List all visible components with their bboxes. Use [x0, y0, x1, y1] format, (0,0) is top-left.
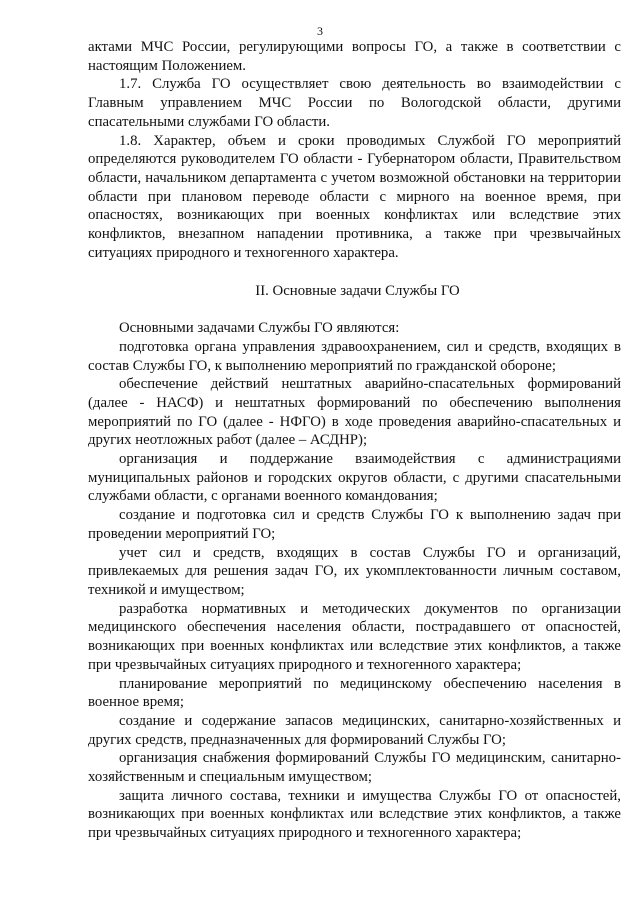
task-item: создание и содержание запасов медицинских, санитарно-хозяйственных и других средств, предназначенных для формирований Службы ГО; [88, 712, 621, 748]
page-number: 3 [317, 24, 323, 38]
paragraph-continuation: актами МЧС России, регулирующими вопросы ГО, а также в соответствии с настоящим Положением. [88, 39, 621, 74]
task-item: обеспечение действий нештатных аварийно-спасательных формирований (далее - НАСФ) и нештатных формирований по обеспечению выполнения мероприятий по ГО (далее - НФГО) в ходе проведения аварийно-спасательных и других неотложных работ (далее – АСДНР); [88, 376, 621, 449]
task-item: подготовка органа управления здравоохранением, сил и средств, входящих в состав Службы ГО, к выполнению мероприятий по гражданской обороне; [88, 338, 621, 374]
section-heading: II. Основные задачи Службы ГО [255, 283, 460, 300]
paragraph-1-8: 1.8. Характер, объем и сроки проводимых Службой ГО мероприятий определяются руководителем ГО области - Губернатором области, Правительством области, начальником департамента с учетом возможной обстановки на территории области при плановом переводе области с мирного на военное время, при опасностях, возникающих при военных конфликтах или вследствие этих конфликтов, внезапном нападении противника, а также при чрезвычайных ситуациях природного и техногенного характера. [88, 132, 621, 261]
task-item: организация и поддержание взаимодействия с администрациями муниципальных районов и городских округов области, с другими спасательными службами области, с органами военного командования; [88, 451, 621, 505]
task-item: учет сил и средств, входящих в состав Службы ГО и организаций, привлекаемых для решения задач ГО, их укомплектованности личным составом, техникой и имуществом; [88, 544, 621, 598]
document-body [88, 38, 621, 843]
tasks-intro: Основными задачами Службы ГО являются: [119, 320, 400, 337]
task-item: планирование мероприятий по медицинскому обеспечению населения в военное время; [88, 675, 621, 711]
task-item: создание и подготовка сил и средств Службы ГО к выполнению задач при проведении мероприятий ГО; [88, 507, 621, 542]
task-item: защита личного состава, техники и имущества Службы ГО от опасностей, возникающих при военных конфликтах или вследствие этих конфликтов, а также при чрезвычайных ситуациях природного и техногенного характера; [88, 787, 621, 842]
task-item: разработка нормативных и методических документов по организации медицинского обеспечения населения области, пострадавшего от опасностей, возникающих при военных конфликтах или вследствие этих конфликтов, а также при чрезвычайных ситуациях природного и техногенного характера; [88, 600, 621, 673]
paragraph-1-7: 1.7. Служба ГО осуществляет свою деятельность во взаимодействии с Главным управлением МЧС России по Вологодской области, другими спасательными службами ГО области. [88, 76, 621, 130]
task-item: организация снабжения формирований Службы ГО медицинским, санитарно-хозяйственным и специальным имуществом; [88, 750, 621, 786]
